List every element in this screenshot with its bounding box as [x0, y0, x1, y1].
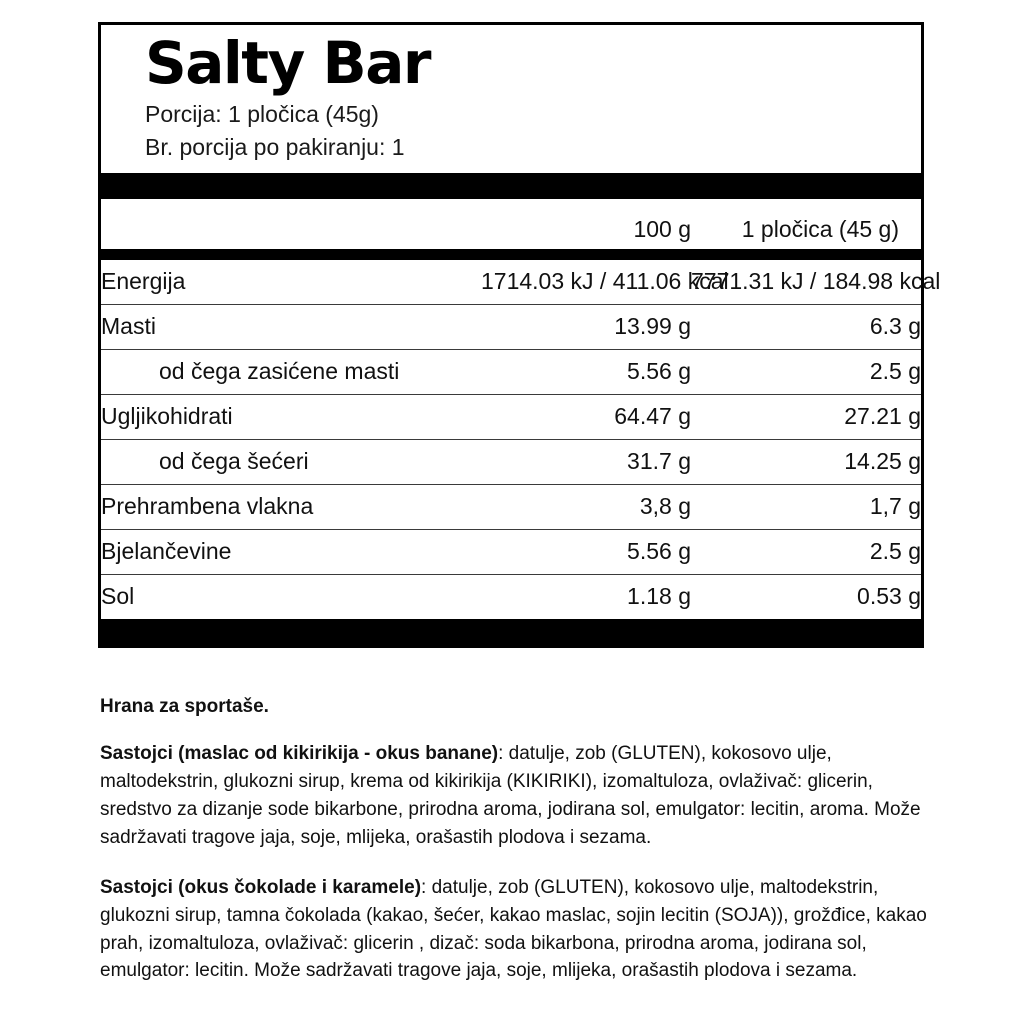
row-value-100g: 13.99 g — [481, 305, 691, 350]
divider-thick-top — [101, 173, 921, 199]
row-value-serving: 2.5 g — [691, 350, 921, 395]
ingredients-banana-text: : datulje, zob (GLUTEN), kokosovo ulje, maltodekstrin, glukozni sirup, krema od kikirikija (KIKIRIKI), izomaltuloza, ovlaživač: glicerin, sredstvo za dizanje sode bikarbone, prirodna aroma, jodirana sol, emulgator: lecitin, aroma. Može sadržavati tragove jaja, soje, mlijeka, orašastih plodova i sezama. — [100, 743, 921, 848]
row-label: od čega zasićene masti — [101, 350, 481, 395]
row-label: Bjelančevine — [101, 530, 481, 575]
product-title: Salty Bar — [145, 29, 430, 97]
divider-thin-under-headers — [101, 249, 921, 260]
table-row — [101, 260, 921, 305]
row-value-100g: 5.56 g — [481, 530, 691, 575]
row-value-100g: 1.18 g — [627, 583, 691, 610]
divider-thick-bottom — [101, 619, 921, 645]
row-value-serving: 1,7 g — [691, 485, 921, 530]
panel-header — [101, 25, 921, 173]
notes-section — [100, 696, 930, 1007]
row-value-serving: 0.53 g — [857, 583, 921, 610]
sports-food-note: Hrana za sportaše. — [100, 696, 269, 717]
row-value-serving: 7771.31 kJ / 184.98 kcal — [691, 260, 921, 305]
table-row — [101, 305, 921, 350]
row-label: Energija — [101, 260, 481, 305]
row-value-100g: 5.56 g — [481, 350, 691, 395]
nutrition-table — [101, 260, 941, 619]
row-label: Sol — [101, 583, 135, 610]
row-label: od čega šećeri — [101, 440, 481, 485]
ingredients-chocolate-paragraph — [100, 874, 930, 986]
table-row — [101, 440, 921, 485]
row-value-100g: 31.7 g — [481, 440, 691, 485]
ingredients-banana-paragraph — [100, 740, 930, 852]
ingredients-chocolate-text: : datulje, zob (GLUTEN), kokosovo ulje, maltodekstrin, glukozni sirup, tamna čokolada (kakao, šećer, kakao maslac, sojin lecitin (SOJA)), grožđice, kakao prah, izomaltuloza, ovlaživač: glicerin , dizač: soda bikarbona, prirodna aroma, jodirana sol, emulgator: lecitin. Može sadržavati tragove jaja, soje, mlijeka, orašastih plodova i sezama. — [100, 876, 927, 982]
table-row — [101, 575, 921, 620]
row-value-serving: 14.25 g — [691, 440, 921, 485]
servings-per-pack-line: Br. porcija po pakiranju: 1 — [145, 133, 405, 160]
serving-size-line: Porcija: 1 pločica (45g) — [145, 100, 379, 127]
column-headers-row — [101, 199, 921, 249]
row-value-100g: 64.47 g — [481, 395, 691, 440]
row-value-100g: 3,8 g — [481, 485, 691, 530]
row-value-serving: 2.5 g — [691, 530, 921, 575]
ingredients-banana-label: Sastojci (maslac od kikirikija - okus banane) — [100, 743, 499, 764]
row-value-serving: 6.3 g — [691, 305, 921, 350]
table-row — [101, 485, 921, 530]
column-header-per-100g: 100 g — [633, 216, 691, 243]
row-value-100g: 1714.03 kJ / 411.06 kcal — [481, 260, 691, 305]
row-value-serving: 27.21 g — [691, 395, 921, 440]
table-row — [101, 350, 921, 395]
table-row — [101, 395, 921, 440]
row-label: Ugljikohidrati — [101, 395, 481, 440]
table-row — [101, 530, 921, 575]
ingredients-chocolate-label: Sastojci (okus čokolade i karamele) — [100, 876, 422, 898]
row-label: Masti — [101, 305, 481, 350]
column-header-per-serving: 1 pločica (45 g) — [741, 216, 899, 243]
row-label: Prehrambena vlakna — [101, 485, 481, 530]
nutrition-panel — [98, 22, 941, 648]
